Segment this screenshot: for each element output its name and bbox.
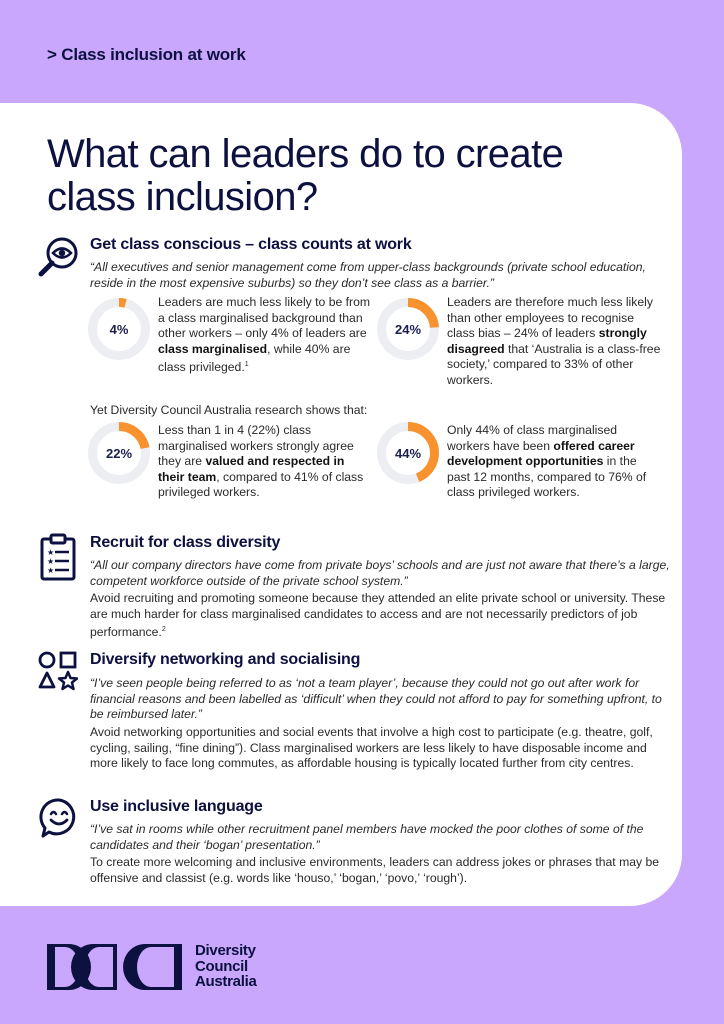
section-title: Diversify networking and socialising — [90, 651, 361, 668]
breadcrumb: > Class inclusion at work — [47, 45, 246, 64]
donut-label: 4% — [109, 321, 129, 337]
clipboard-checklist-icon — [38, 533, 78, 581]
shapes-icon — [38, 651, 78, 691]
svg-text:★: ★ — [47, 548, 55, 557]
dca-logo-mark — [47, 944, 182, 990]
stat-text: Only 44% of class marginalised workers have been offered career development opportunities in the past 12 months, compared to 76% of class privileged workers. — [447, 423, 647, 499]
section-quote: “All executives and senior management come from upper-class backgrounds (private school education, reside in the most expensive suburbs) so they don’t see class as a barrier.” — [90, 260, 646, 290]
section-title: Recruit for class diversity — [90, 534, 281, 551]
section-quote: “I’ve seen people being referred to as ‘not a team player’, because they could not go out after work for financial reasons and been labelled as ‘difficult’ when they could not afford to pay for something upfront, to be reimbursed later.” — [90, 676, 662, 721]
section-quote: “All our company directors have come from private boys’ schools and are just not aware that there’s a large, competent workforce outside of the private school system.” — [90, 558, 670, 588]
stat-24-percent — [377, 295, 667, 408]
page-title: What can leaders do to create class inclusion? — [47, 132, 564, 219]
intermediate-text: Yet Diversity Council Australia research shows that: — [90, 403, 368, 417]
stat-44-percent — [377, 422, 667, 532]
dca-logo-text: Diversity Council Australia — [195, 942, 257, 990]
donut-label: 44% — [394, 445, 422, 461]
smiley-speech-bubble-icon — [38, 797, 80, 839]
stat-22-percent — [88, 422, 378, 532]
donut-label: 22% — [105, 445, 133, 461]
stat-text: Less than 1 in 4 (22%) class marginalised workers strongly agree they are valued and respected in their team, compared to 41% of class privileged workers. — [158, 423, 364, 499]
stat-text: Leaders are much less likely to be from a class marginalised background than other workers – only 4% of leaders are class marginalised, while 40% are class privileged.$^1$ — [158, 295, 371, 375]
stat-text: Leaders are therefore much less likely than other employees to recognise class bias – 24% of leaders strongly disagreed that ‘Australia is a class-free society,’ compared to 33% of other workers. — [447, 295, 661, 387]
section-title: Use inclusive language — [90, 798, 263, 815]
stat-4-percent — [88, 295, 378, 408]
section-quote: “I’ve sat in rooms while other recruitment panel members have mocked the poor clothes of some of the candidates and their ‘bogan’ presentation.” — [90, 822, 644, 852]
section-body: To create more welcoming and inclusive environments, leaders can address jokes or phrases that may be offensive and classist (e.g. words like ‘houso,’ ‘bogan,’ ‘povo,’ ‘rough’). — [90, 855, 660, 885]
section-body: Avoid recruiting and promoting someone because they attended an elite private school or university. These are much harder for class marginalised candidates to access and are not necessarily predictors of job performance.$^2$ — [90, 591, 666, 640]
section-title: Get class conscious – class counts at work — [90, 236, 412, 253]
section-body: Avoid networking opportunities and social events that involve a high cost to participate (e.g. theatre, golf, cycling, sailing, “fine dining”). Class marginalised workers are less likely to have disposable income and more likely to face long commutes, as affordable housing is typically located further from city centres. — [90, 725, 653, 770]
svg-text:★: ★ — [47, 557, 55, 566]
magnifier-eye-icon — [36, 234, 80, 278]
donut-label: 24% — [394, 321, 422, 337]
svg-text:★: ★ — [47, 566, 55, 575]
